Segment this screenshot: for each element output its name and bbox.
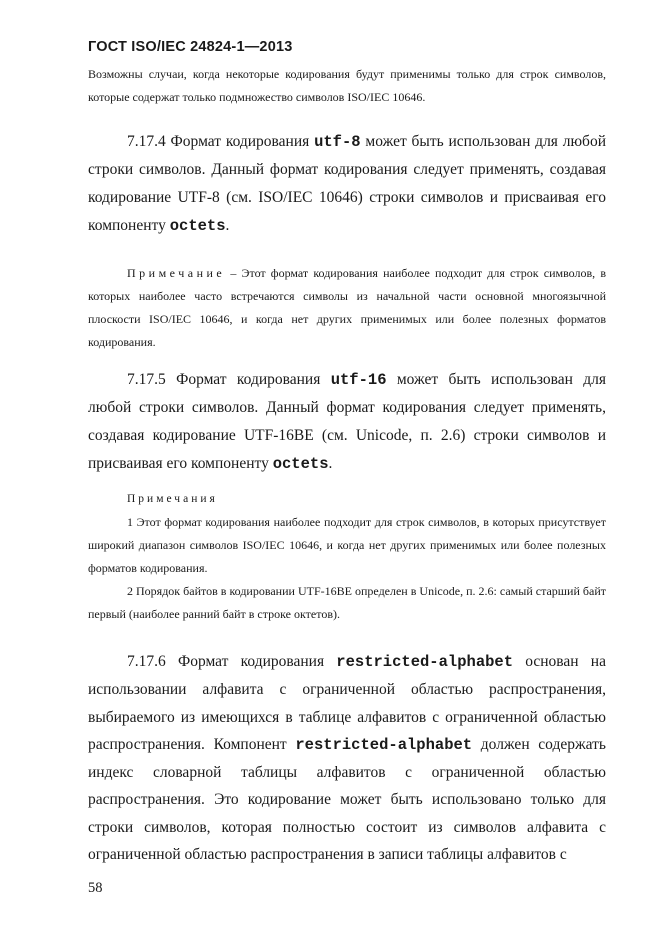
code-octets: octets	[272, 455, 329, 473]
code-utf-16: utf-16	[330, 371, 387, 389]
section-7-17-5-suffix: .	[328, 455, 333, 472]
section-7-17-6-prefix: 7.17.6 Формат кодирования	[127, 653, 337, 670]
note-utf-8	[88, 262, 606, 354]
section-7-17-5	[88, 366, 606, 478]
note-item-1: 1 Этот формат кодирования наиболее подходит для строк символов, в которых присутствует широкий диапазон символов ISO/IEC 10646, и когда нет других применимых или более полезных форматов кодирования.	[88, 515, 606, 575]
section-7-17-4	[88, 128, 606, 240]
code-restricted-alphabet: restricted-alphabet	[336, 653, 514, 671]
section-7-17-5-body: может быть использован для любой строки символов. Данный формат кодирования следует применять, создавая кодирование UTF-16BE (см. Unicode, п. 2.6) строки символов и присваивая его компоненту	[88, 371, 606, 472]
intro-paragraph	[88, 63, 606, 109]
section-7-17-6	[88, 648, 606, 868]
intro-text: Возможны случаи, когда некоторые кодирования будут применимы только для строк символов, которые содержат только подмножество символов ISO/IEC 10646.	[88, 67, 606, 104]
note-label: Примечание	[127, 266, 226, 280]
code-restricted-alphabet: restricted-alphabet	[295, 735, 473, 754]
section-7-17-4-prefix: 7.17.4 Формат кодирования	[127, 133, 315, 150]
section-7-17-5-prefix: 7.17.5 Формат кодирования	[127, 371, 331, 388]
section-7-17-6-suffix: должен содержать индекс словарной таблицы алфавитов с ограниченной областью распространения. Это кодирование может быть использовано только для строки символов, которая полностью состоит из символов алфавита с ограниченной областью распространения в записи таблицы алфавитов с	[88, 735, 606, 864]
code-utf-8: utf-8	[314, 133, 361, 151]
section-7-17-4-body: может быть использован для любой строки символов. Данный формат кодирования следует применять, создавая кодирование UTF-8 (см. ISO/IEC 10646) строки символов и присваивая его компоненту	[88, 133, 606, 234]
notes-utf-16	[88, 488, 606, 626]
page-number: 58	[88, 880, 103, 896]
section-7-17-6-body: основан на использовании алфавита с ограниченной областью распространения, выбираемого из имеющихся в таблице алфавитов с ограниченной областью распространения. Компонент	[88, 653, 606, 753]
section-7-17-4-suffix: .	[225, 217, 230, 234]
notes-label: Примечания	[127, 493, 218, 505]
note-item-2: 2 Порядок байтов в кодировании UTF-16BE определен в Unicode, п. 2.6: самый старший байт первый (наиболее ранний байт в строке октетов).	[88, 584, 606, 621]
document-header-title: ГОСТ ISO/IEC 24824-1—2013	[88, 39, 293, 55]
code-octets: octets	[169, 217, 226, 235]
note-text: – Этот формат кодирования наиболее подходит для строк символов, в которых наиболее часто встречаются символы из начальной части основной многоязычной плоскости ISO/IEC 10646, и когда нет других применимых или более полезных форматов кодирования.	[88, 266, 606, 349]
